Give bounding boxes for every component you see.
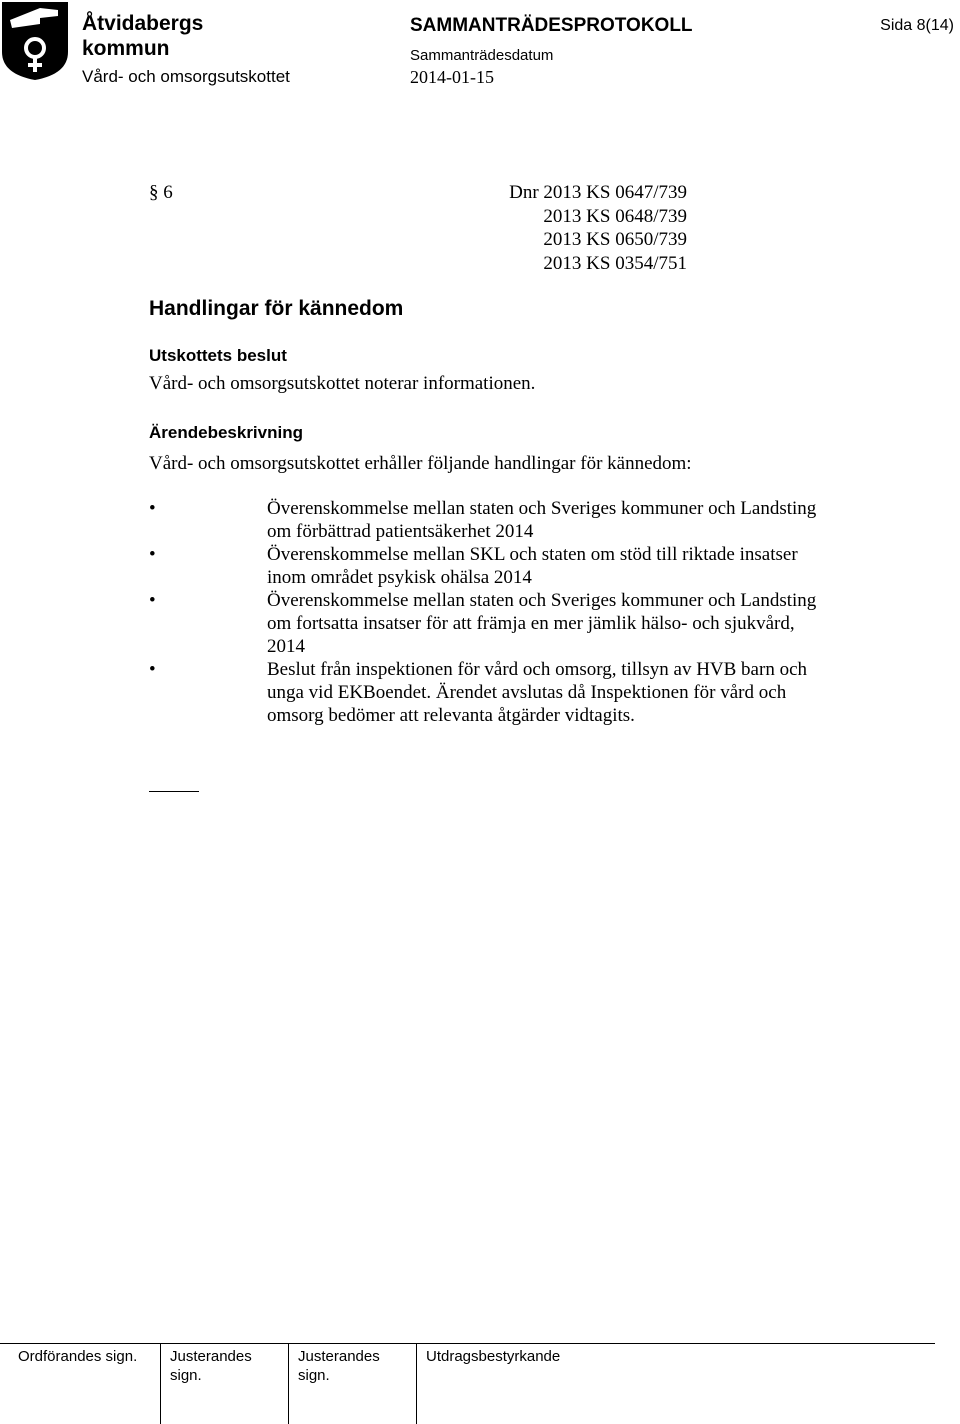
adjuster-signature-label-1 (170, 1347, 252, 1385)
paragraph-number: § 6 (149, 182, 173, 203)
footer-label-line: sign. (170, 1367, 202, 1384)
list-item (149, 497, 829, 543)
bullet-icon: • (149, 659, 156, 680)
footer-label-line: Justerandes (298, 1348, 380, 1365)
decision-heading: Utskottets beslut (149, 346, 287, 365)
adjuster-signature-label-2 (298, 1347, 380, 1385)
separator-line (149, 791, 199, 792)
bullet-icon: • (149, 498, 156, 519)
department-name: Vård- och omsorgsutskottet (82, 67, 290, 86)
dnr-line: 2013 KS 0648/739 (543, 205, 687, 227)
dnr-block (480, 181, 687, 275)
decision-text: Vård- och omsorgsutskottet noterar informationen. (149, 373, 536, 394)
list-item (149, 543, 829, 589)
dnr-line: 2013 KS 0354/751 (543, 252, 687, 274)
signature-footer (0, 1343, 935, 1424)
list-item-text: Överenskommelse mellan staten och Sveriges kommuner och Landsting om förbättrad patientsäkerhet 2014 (267, 498, 817, 542)
list-item-text: Beslut från inspektionen för vård och omsorg, tillsyn av HVB barn och unga vid EKBoendet. Ärendet avslutas då Inspektionen för vård och omsorg bedömer att relevanta åtgärder vidtagits. (267, 659, 807, 726)
coat-of-arms-icon (0, 0, 70, 82)
footer-label-line: Justerandes (170, 1348, 252, 1365)
dnr-line: Dnr 2013 KS 0647/739 (509, 182, 687, 203)
bullet-icon: • (149, 590, 156, 611)
organization-name-2: kommun (82, 37, 170, 60)
bullet-icon: • (149, 544, 156, 565)
chair-signature-label: Ordförandes sign. (18, 1348, 138, 1365)
organization-name: Åtvidabergs (82, 12, 204, 35)
case-description-heading: Ärendebeskrivning (149, 423, 303, 442)
footer-rule (0, 1343, 935, 1344)
meeting-date: 2014-01-15 (410, 67, 494, 87)
date-label: Sammanträdesdatum (410, 47, 554, 64)
list-item (149, 658, 829, 727)
list-item-text: Överenskommelse mellan staten och Sveriges kommuner och Landsting om fortsatta insatser för att främja en mer jämlik hälso- och sjukvård, 2014 (267, 590, 817, 657)
list-item (149, 589, 829, 658)
dnr-line: 2013 KS 0650/739 (543, 229, 687, 250)
page-number: Sida 8(14) (880, 17, 954, 34)
footer-divider (160, 1343, 161, 1424)
footer-label-line: sign. (298, 1367, 330, 1384)
section-title: Handlingar för kännedom (149, 297, 404, 320)
list-item-text: Överenskommelse mellan SKL och staten om stöd till riktade insatser inom området psykisk ohälsa 2014 (267, 544, 798, 588)
footer-divider (416, 1343, 417, 1424)
document-type: SAMMANTRÄDESPROTOKOLL (410, 15, 693, 36)
footer-divider (288, 1343, 289, 1424)
document-list (149, 497, 829, 727)
extract-certification-label: Utdragsbestyrkande (426, 1348, 561, 1365)
case-description-text: Vård- och omsorgsutskottet erhåller följande handlingar för kännedom: (149, 453, 692, 474)
